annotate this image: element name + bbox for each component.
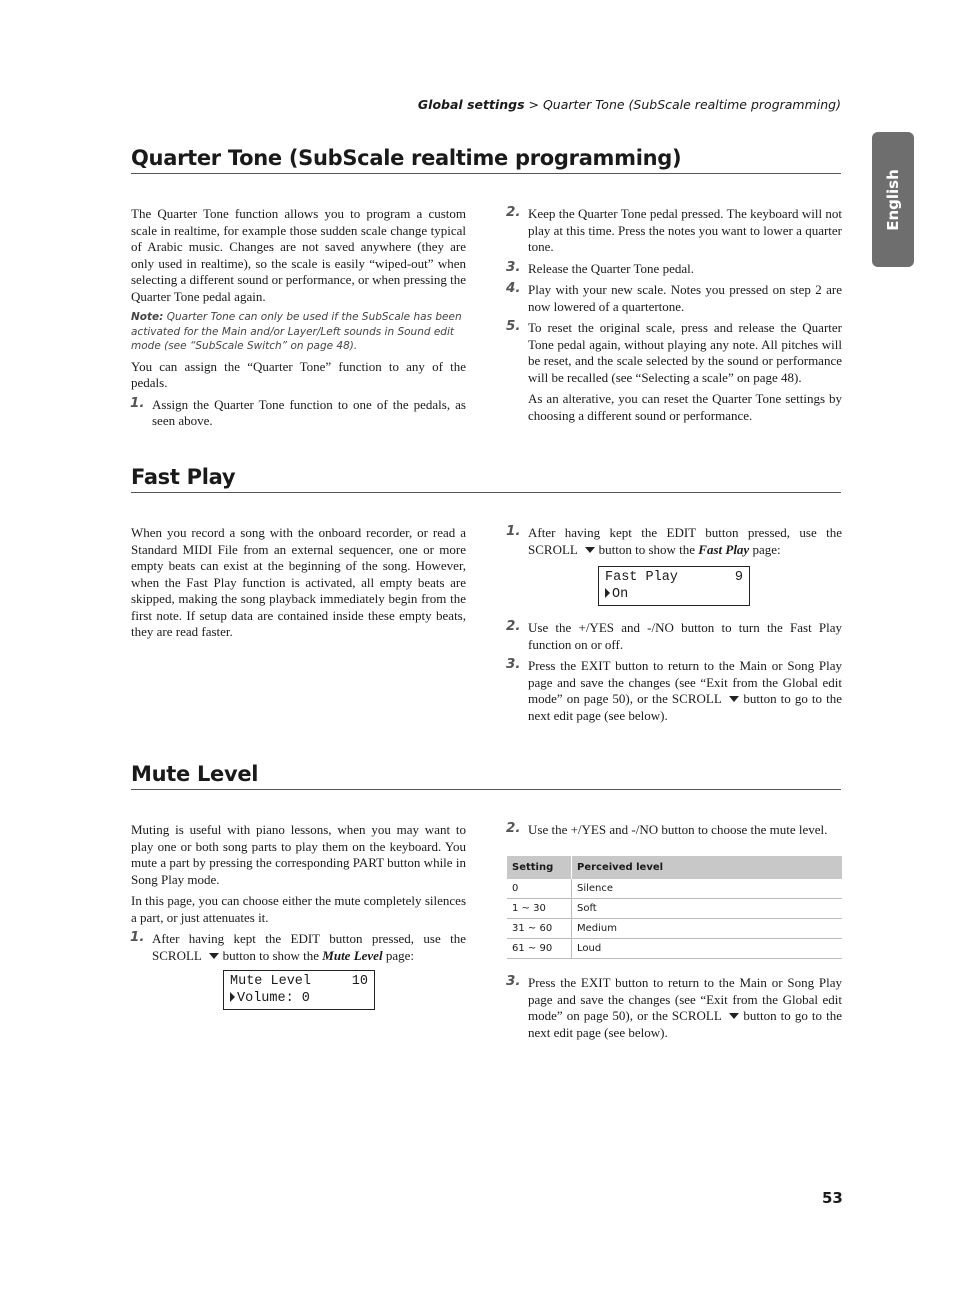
step-text: Use the +/YES and -/NO button to turn the Fast Play function on or off. xyxy=(528,620,842,652)
fast-play-title: Fast Play xyxy=(131,465,841,493)
page-name: Mute Level xyxy=(322,947,383,963)
step-text: Use the +/YES and -/NO button to choose the mute level. xyxy=(528,822,828,837)
table-row xyxy=(507,879,842,899)
quarter-tone-step-5 xyxy=(507,320,842,386)
lcd-cursor-icon xyxy=(605,588,610,598)
table-cell-level: Medium xyxy=(572,919,843,939)
table-cell-level: Soft xyxy=(572,899,843,919)
lcd-cursor-icon xyxy=(230,992,235,1002)
step-text-before: After having kept the EDIT button pressed, use the SCROLL xyxy=(152,931,466,963)
step-number: 5. xyxy=(506,318,521,334)
mute-level-title: Mute Level xyxy=(131,762,841,790)
table-cell-setting: 61 ~ 90 xyxy=(507,939,572,959)
quarter-tone-title: Quarter Tone (SubScale realtime programming) xyxy=(131,146,841,174)
quarter-tone-alternative: As an alterative, you can reset the Quarter Tone settings by choosing a different sound or performance. xyxy=(528,391,842,423)
table-row xyxy=(507,939,842,959)
quarter-tone-step-4 xyxy=(507,282,842,315)
step-number: 3. xyxy=(506,656,521,672)
table-cell-setting: 1 ~ 30 xyxy=(507,899,572,919)
step-text: Play with your new scale. Notes you pressed on step 2 are now lowered of a quartertone. xyxy=(528,282,842,314)
scroll-down-arrow-icon xyxy=(729,1013,739,1019)
fast-play-right-column-lower xyxy=(507,620,842,729)
fast-play-step-3 xyxy=(507,658,842,724)
fast-play-step-2 xyxy=(507,620,842,653)
lcd-page-number: 9 xyxy=(734,570,743,585)
quarter-tone-step-1 xyxy=(130,394,466,430)
step-text: Assign the Quarter Tone function to one of the pedals, as seen above. xyxy=(152,396,466,428)
fast-play-left-column xyxy=(131,525,466,646)
fast-play-lcd xyxy=(598,566,750,606)
mute-level-right-column-lower xyxy=(507,975,842,1046)
step-text: Keep the Quarter Tone pedal pressed. The keyboard will not play at this time. Press the notes you want to lower a quarter tone. xyxy=(528,206,842,254)
quarter-tone-step-2 xyxy=(507,206,842,256)
table-cell-level: Silence xyxy=(572,879,843,899)
step-number: 3. xyxy=(506,973,521,989)
step-text-after: button to go to the next edit page (see below). xyxy=(528,691,842,723)
quarter-tone-note xyxy=(131,310,466,354)
mute-level-intro-2: In this page, you can choose either the mute completely silences a part, or just attenuates it. xyxy=(131,893,466,925)
language-tab-label: English xyxy=(884,168,902,231)
quarter-tone-intro: The Quarter Tone function allows you to program a custom scale in realtime, for example those sudden scale change typical of Arabic music. Changes are not saved anywhere (they are only used in realtime), so the scale is easily “wiped-out” when selecting a different sound or performance, or when pressing the Quarter Tone pedal again. xyxy=(131,206,466,304)
step-number: 2. xyxy=(506,618,521,634)
fast-play-step-1 xyxy=(507,525,842,558)
step-number: 2. xyxy=(506,204,521,220)
step-number: 1. xyxy=(130,394,145,411)
fast-play-intro: When you record a song with the onboard recorder, or read a Standard MIDI File from an external sequencer, one or more empty beats can exist at the beginning of the song. However, when the Fast Play function is activated, all empty beats are skipped, making the song playback immediately begin from the first note. If setup data are contained inside these empty beats, they are read faster. xyxy=(131,525,466,639)
step-number: 2. xyxy=(506,820,521,836)
step-text-end: page: xyxy=(385,947,414,963)
header-section: Global settings xyxy=(417,97,525,112)
header-separator: > xyxy=(524,97,543,112)
mute-level-step-2 xyxy=(507,822,842,839)
quarter-tone-left-column xyxy=(131,206,466,435)
step-number: 4. xyxy=(506,280,521,296)
scroll-down-arrow-icon xyxy=(209,953,219,959)
mute-level-intro-1: Muting is useful with piano lessons, when you may want to play one or both song parts to play them on the keyboard. You mute a part by pressing the corresponding PART button while in Song Play mode. xyxy=(131,822,466,887)
step-text: Release the Quarter Tone pedal. xyxy=(528,260,694,276)
lcd-value: Volume: 0 xyxy=(237,991,310,1006)
running-header xyxy=(418,97,841,112)
lcd-value: On xyxy=(612,587,629,602)
table-header-perceived-level: Perceived level xyxy=(572,856,843,879)
table-cell-setting: 0 xyxy=(507,879,572,899)
quarter-tone-right-column xyxy=(507,206,842,429)
step-text-after: button to show the xyxy=(222,947,320,963)
step-text-before: Press the EXIT button to return to the Main or Song Play page and save the changes (see “Exit from the Global edit mode” on page 50), or the SCROLL xyxy=(528,658,842,706)
lcd-line-2 xyxy=(605,586,743,603)
lcd-line-1 xyxy=(230,973,368,990)
scroll-down-arrow-icon xyxy=(585,547,595,553)
mute-level-left-column xyxy=(131,822,466,969)
quarter-tone-assign-text: You can assign the “Quarter Tone” function to any of the pedals. xyxy=(131,358,466,390)
mute-level-right-column xyxy=(507,822,842,844)
language-tab xyxy=(872,132,914,267)
table-header-setting: Setting xyxy=(507,856,572,879)
mute-level-step-3 xyxy=(507,975,842,1041)
lcd-label: Mute Level xyxy=(230,974,312,989)
mute-level-step-1 xyxy=(131,931,466,964)
table-row xyxy=(507,899,842,919)
note-text: Quarter Tone can only be used if the SubScale has been activated for the Main and/or Layer/Left sounds in Sound edit mode (see “SubScale Switch” on page 48). xyxy=(131,311,462,352)
table-cell-level: Loud xyxy=(572,939,843,959)
lcd-line-1 xyxy=(605,569,743,586)
step-text-after: button to go to the next edit page (see below). xyxy=(528,1008,842,1040)
mute-level-table xyxy=(507,856,842,959)
page-name: Fast Play xyxy=(698,541,750,557)
step-number: 1. xyxy=(130,929,145,945)
mute-level-lcd xyxy=(223,970,375,1010)
step-number: 3. xyxy=(506,258,521,275)
lcd-page-number: 10 xyxy=(351,974,368,989)
step-text-end: page: xyxy=(752,541,781,557)
lcd-label: Fast Play xyxy=(605,570,678,585)
header-topic: Quarter Tone (SubScale realtime programming) xyxy=(542,97,841,112)
lcd-line-2 xyxy=(230,990,368,1007)
scroll-down-arrow-icon xyxy=(729,696,739,702)
table-cell-setting: 31 ~ 60 xyxy=(507,919,572,939)
step-text: To reset the original scale, press and release the Quarter Tone pedal again, without playing any note. All pitches will be reset, and the scale selected by the sound or performance will be recalled (see “Selecting a scale” on page 48). xyxy=(528,320,842,385)
step-text-before: After having kept the EDIT button pressed, use the SCROLL xyxy=(528,525,842,557)
table-header-row xyxy=(507,856,842,879)
fast-play-right-column xyxy=(507,525,842,563)
quarter-tone-step-3 xyxy=(506,258,842,278)
page-number: 53 xyxy=(822,1189,843,1207)
step-text-before: Press the EXIT button to return to the Main or Song Play page and save the changes (see “Exit from the Global edit mode” on page 50), or the SCROLL xyxy=(528,975,842,1023)
note-label: Note: xyxy=(131,311,164,323)
step-number: 1. xyxy=(506,523,521,539)
step-text-after: button to show the xyxy=(598,541,696,557)
table-row xyxy=(507,919,842,939)
